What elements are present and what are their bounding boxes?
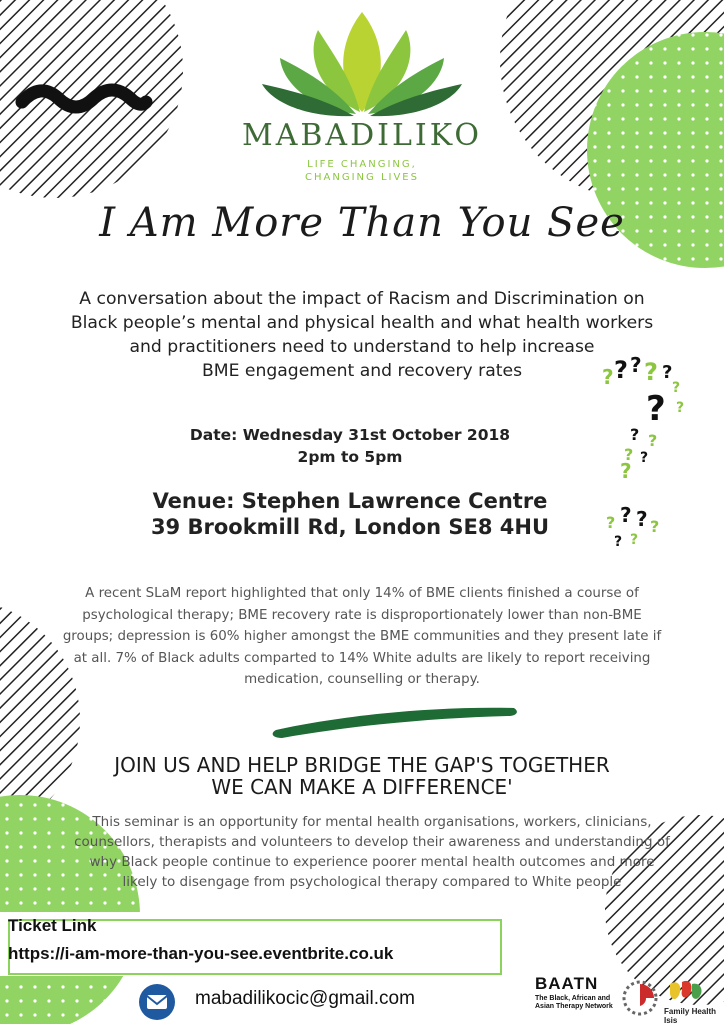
svg-text:?: ? (630, 532, 639, 548)
svg-text:?: ? (636, 507, 648, 531)
brand-tagline (0, 158, 724, 184)
event-venue (0, 488, 700, 540)
intro-line-1: A conversation about the impact of Racism and Discrimination on (79, 289, 645, 309)
envelope-icon (138, 983, 176, 1021)
event-time: 2pm to 5pm (297, 448, 403, 466)
tagline-line-1: LIFE CHANGING, (307, 159, 417, 170)
svg-text:?: ? (614, 534, 623, 550)
tagline-line-2: CHANGING LIVES (305, 172, 419, 183)
brush-stroke-icon (273, 708, 517, 738)
seminar-line-3: why Black people continue to experience poorer mental health outcomes and more (89, 854, 655, 870)
report-line-3: groups; depression is 60% higher amongst the BME communities and they present late if (62, 629, 662, 644)
report-line-2: psychological therapy; BME recovery rate is disproportionately lower than non-BME (82, 607, 642, 623)
venue-name: Venue: Stephen Lawrence Centre (152, 489, 548, 513)
event-date: Date: Wednesday 31st October 2018 (189, 426, 511, 444)
ticket-link[interactable]: https://i-am-more-than-you-see.eventbrite.co.uk (8, 944, 394, 963)
baatn-sub-line-2: Asian Therapy Network (535, 1003, 613, 1010)
svg-text:?: ? (640, 450, 649, 466)
cta-line-1: JOIN US AND HELP BRIDGE THE GAP'S TOGETHER (114, 753, 610, 777)
ticket-label: Ticket Link (8, 916, 97, 935)
svg-text:?: ? (646, 389, 666, 429)
svg-text:?: ? (672, 380, 681, 396)
report-paragraph (22, 583, 702, 691)
svg-text:?: ? (630, 425, 640, 444)
svg-text:?: ? (614, 356, 628, 384)
baatn-sub-line-1: The Black, African and (535, 995, 611, 1002)
contact-email[interactable]: mabadilikocic@gmail.com (195, 988, 415, 1009)
intro-line-4: BME engagement and recovery rates (201, 361, 523, 381)
event-title: I Am More Than You See (99, 200, 625, 246)
report-line-5: medication, counselling or therapy. (244, 672, 480, 687)
seminar-paragraph (42, 812, 702, 892)
family-health-isis-name: Family Health Isis (664, 1007, 717, 1025)
venue-address: 39 Brookmill Rd, London SE8 4HU (150, 515, 550, 539)
svg-text:?: ? (624, 445, 634, 464)
seminar-line-1: This seminar is an opportunity for mental health organisations, workers, clinicians, (92, 814, 652, 830)
baatn-logo-name: BAATN (535, 974, 599, 993)
baatn-logo-subtitle (535, 995, 625, 1011)
seminar-line-2: counsellors, therapists and volunteers to develop their awareness and understanding of (74, 834, 670, 850)
svg-text:?: ? (606, 513, 616, 532)
cta-line-2: WE CAN MAKE A DIFFERENCE' (211, 775, 513, 799)
report-line-4: at all. 7% of Black adults comparted to 14% White adults are likely to report receiving (73, 650, 651, 666)
svg-text:?: ? (644, 358, 658, 386)
svg-text:?: ? (662, 362, 673, 383)
baatn-emblem-icon (620, 978, 660, 1018)
intro-line-3: and practitioners need to understand to help increase (129, 337, 595, 357)
family-health-isis-logo-icon (666, 978, 706, 1006)
svg-text:?: ? (620, 503, 632, 527)
call-to-action (0, 754, 724, 798)
intro-line-2: Black people’s mental and physical health and what health workers (70, 313, 654, 333)
brand-name: MABADILIKO (242, 118, 482, 153)
svg-text:?: ? (676, 400, 685, 416)
report-line-1: A recent SLaM report highlighted that only 14% of BME clients finished a course of (85, 586, 639, 601)
svg-text:?: ? (648, 431, 658, 450)
svg-text:?: ? (620, 459, 632, 483)
seminar-line-4: likely to disengage from psychological therapy compared to White people (122, 874, 622, 890)
leaf-logo-icon (262, 12, 462, 116)
svg-text:?: ? (650, 517, 660, 536)
event-intro (60, 287, 664, 383)
svg-text:?: ? (602, 365, 614, 389)
svg-text:?: ? (630, 353, 642, 377)
event-date-block (0, 424, 700, 468)
